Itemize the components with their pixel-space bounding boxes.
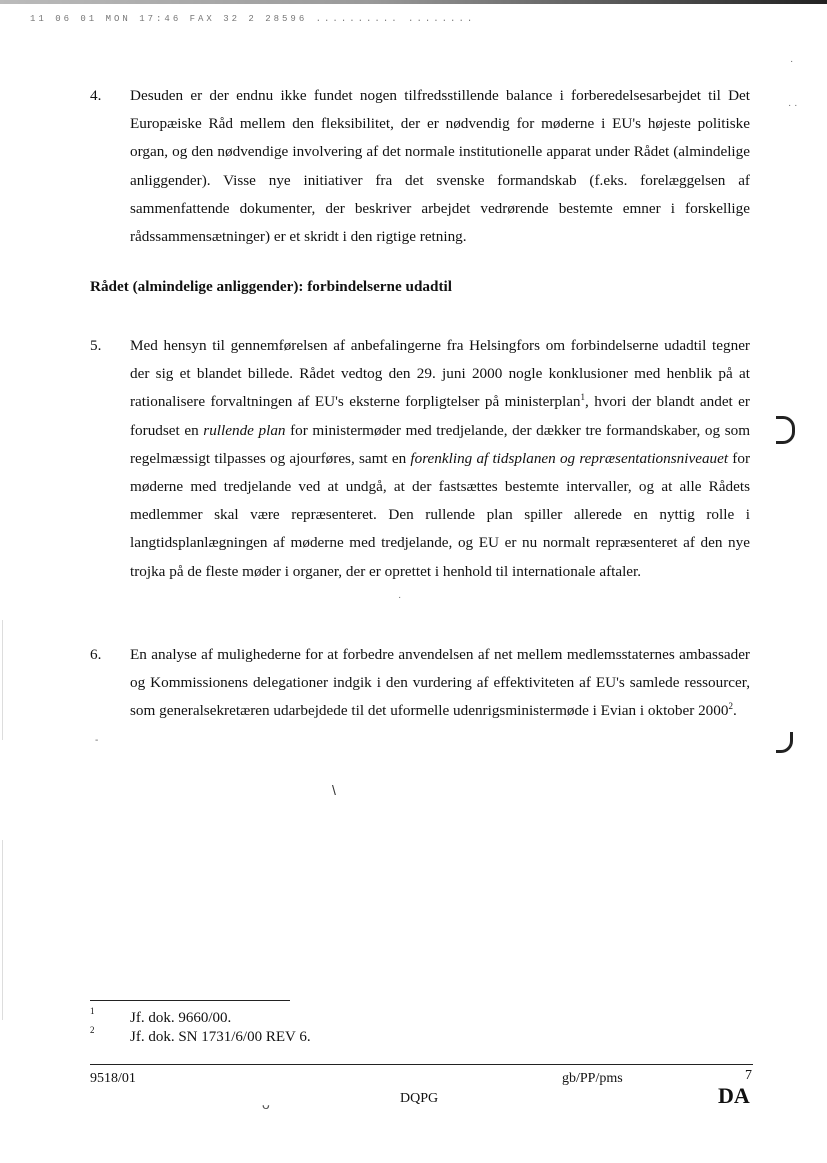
paragraph-text (130, 641, 750, 726)
paragraph-4 (90, 82, 750, 251)
paragraph-text (130, 82, 750, 251)
section-heading: Rådet (almindelige anliggender): forbindelserne udadtil (90, 278, 452, 295)
fax-transmission-strip (0, 0, 827, 4)
paragraph-number: 4. (90, 87, 102, 104)
department-code: DQPG (400, 1091, 439, 1106)
fax-header-line: 11 06 01 MON 17:46 FAX 32 2 28596 .......... ........ (30, 14, 476, 24)
paragraph-number: 6. (90, 646, 102, 663)
footnote-text: Jf. dok. SN 1731/6/00 REV 6. (130, 1029, 311, 1045)
footnote-separator (90, 1000, 290, 1001)
scan-edge-line (2, 840, 3, 1020)
language-code: DA (718, 1083, 750, 1108)
scan-speck: · (790, 56, 794, 67)
text-run: En analyse af mulighederne for at forbedre anvendelsen af net mellem medlemsstaternes ambassader og Kommissionens delegationer indgik i den vurdering af effektiviteten af EU's samlede ressourcer, som generalsekretæren udarbejdede til det uformelle udenrigsministermøde i Evian i oktober 2000 (130, 646, 750, 720)
author-initials: gb/PP/pms (562, 1071, 623, 1086)
punch-hole-mark (776, 732, 793, 753)
text-run: for ministermøder med tredjelande, der dækker tre formandskaber, og som regelmæssigt tilpasses og ajourføres, samt en (130, 421, 751, 467)
paragraph-number: 5. (90, 337, 102, 354)
punch-hole-mark (776, 416, 795, 444)
paragraph-6 (90, 641, 750, 726)
text-run: Med hensyn til gennemførelsen af anbefalingerne fra Helsingfors om forbindelserne udadtil tegner der sig et blandet billede. Rådet vedtog den 29. juni 2000 nogle konklusioner med henblik på at rationalisere forvaltningen af EU's eksterne forpligtelser på ministerplan (130, 337, 750, 411)
text-run: . (732, 702, 737, 720)
footnote-reference: 2 (728, 701, 733, 712)
footnote-mark: 2 (90, 1025, 95, 1035)
emphasized-text: rullende plan (203, 421, 286, 439)
text-run: Desuden er der endnu ikke fundet nogen tilfredsstillende balance i forberedelsesarbejdet til Det Europæiske Råd mellem den fleksibilitet, der er nødvendig for møderne i EU's højeste politiske organ, og den nødvendige involvering af det normale institutionelle apparat under Rådet (almindelige anliggender). Visse nye initiativer fra det svenske formandskab (f.eks. forelæggelsen af sammenfattende dokumenter, der beskriver arbejdet vedrørende bestemte emner i forskellige rådssammensætninger) er et skridt i den rigtige retning. (130, 87, 750, 246)
scan-speck: · (398, 592, 402, 603)
text-run: for møderne med tredjelande ved at undgå, at der fastsættes bestemte intervaller, og at alle Rådets medlemmer skal være repræsenteret. Den rullende plan spiller allerede en nyttig rolle i langtidsplanlægningen af møderne med tredjelande, og EU er nu normalt repræsenteret af den nye trojka på de fleste møder i organer, der er oprettet i henhold til internationale aftaler. (130, 449, 751, 580)
footer-separator (90, 1064, 753, 1065)
page-number: 7 (745, 1068, 752, 1083)
scan-speck: ᴗ (262, 1096, 270, 1112)
text-run: , hvori der blandt andet er forudset en (130, 393, 750, 439)
paragraph-5 (90, 332, 750, 586)
scan-speck: · · (788, 100, 798, 111)
footnote-reference: 1 (580, 392, 586, 403)
scan-edge-line (2, 620, 3, 740)
footnote-mark: 1 (90, 1006, 95, 1016)
paragraph-text (130, 332, 750, 586)
scan-speck: - (95, 735, 99, 746)
document-reference: 9518/01 (90, 1071, 136, 1086)
footnote-text: Jf. dok. 9660/00. (130, 1010, 232, 1026)
scan-speck: \ (332, 782, 336, 798)
emphasized-text: forenkling af tidsplanen og repræsentationsniveauet (410, 449, 729, 467)
